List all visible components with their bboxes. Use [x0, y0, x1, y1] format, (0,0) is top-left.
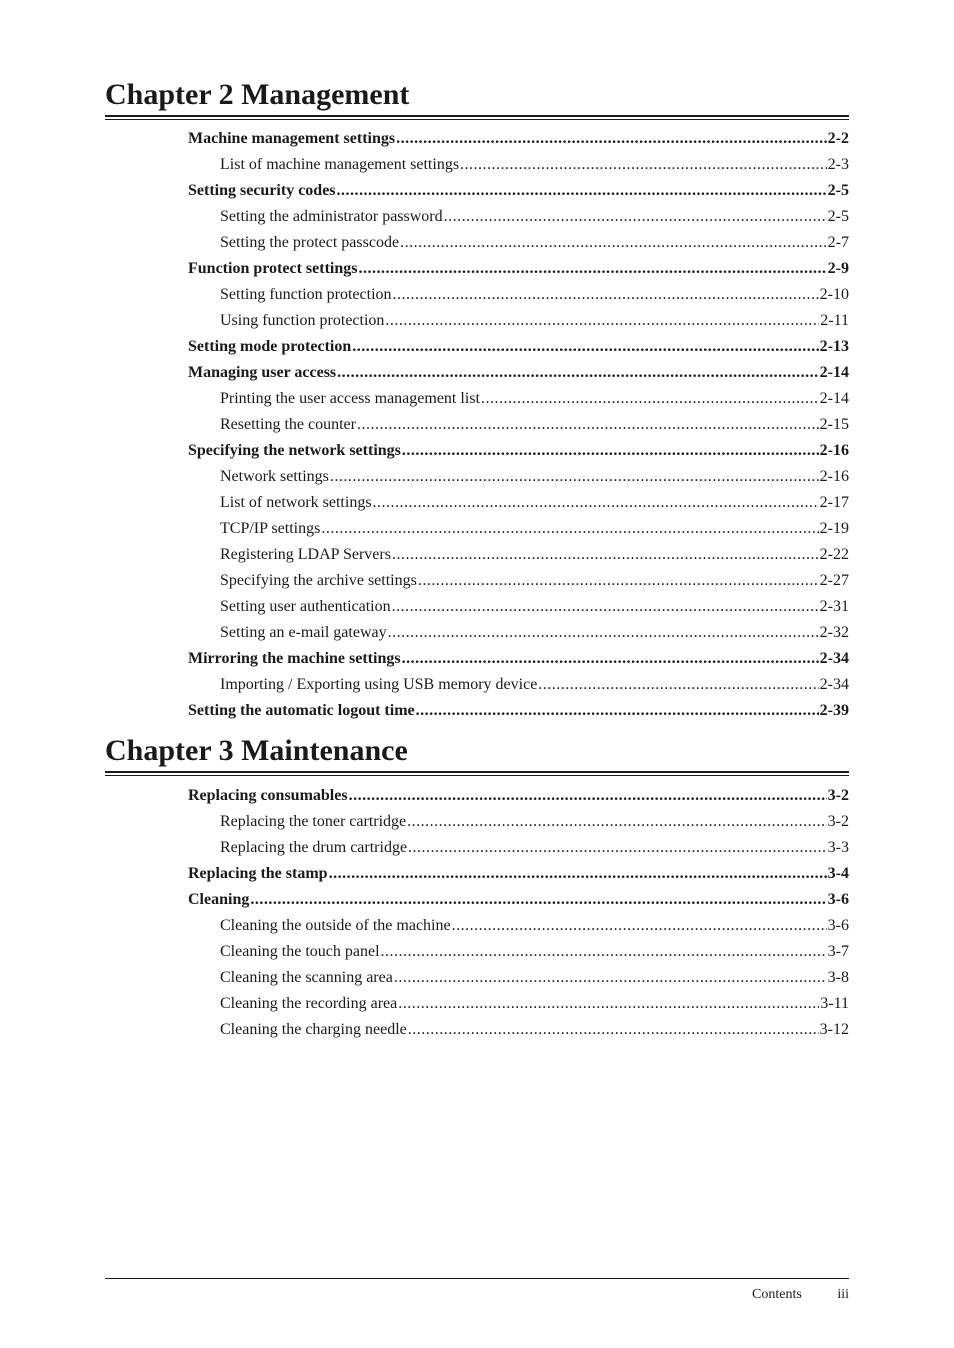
toc-entry-title: Printing the user access management list [220, 390, 480, 407]
toc-entry-page: 3-2 [827, 813, 849, 830]
toc-subsection-entry[interactable] [188, 464, 849, 490]
chapter-rule-thin [105, 119, 849, 120]
toc-entry-page: 2-32 [819, 624, 849, 641]
toc-entry-title: Setting an e-mail gateway [220, 624, 387, 641]
toc-entry-page: 2-15 [819, 416, 849, 433]
chapter-3-heading [105, 733, 849, 776]
chapter-rule-thin [105, 775, 849, 776]
toc-section-entry[interactable] [188, 646, 849, 672]
toc-entry-page: 3-6 [827, 891, 849, 908]
footer-rule [105, 1278, 849, 1279]
toc-section-entry[interactable] [188, 438, 849, 464]
footer-section-label: Contents [752, 1287, 802, 1302]
toc-subsection-entry[interactable] [188, 594, 849, 620]
toc-entry-title: Setting the automatic logout time [188, 702, 415, 719]
toc-dot-leader [392, 542, 819, 568]
toc-entry-title: Setting security codes [188, 182, 336, 199]
toc-dot-leader [349, 783, 827, 809]
toc-dot-leader [357, 412, 819, 438]
toc-entry-page: 3-11 [820, 995, 849, 1012]
toc-entry-title: Mirroring the machine settings [188, 650, 401, 667]
toc-entry-page: 2-13 [819, 338, 849, 355]
toc-subsection-entry[interactable] [188, 516, 849, 542]
toc-subsection-entry[interactable] [188, 308, 849, 334]
toc-entry-title: Setting mode protection [188, 338, 352, 355]
toc-entry-title: Using function protection [220, 312, 385, 329]
toc-entry-title: Cleaning the touch panel [220, 943, 380, 960]
page-footer [105, 1286, 849, 1304]
toc-subsection-entry[interactable] [188, 152, 849, 178]
toc-subsection-entry[interactable] [188, 939, 849, 965]
toc-section-entry[interactable] [188, 887, 849, 913]
toc-dot-leader [392, 594, 819, 620]
toc-entry-title: Resetting the counter [220, 416, 356, 433]
toc-entry-page: 2-3 [827, 156, 849, 173]
toc-dot-leader [352, 334, 818, 360]
toc-dot-leader [394, 965, 827, 991]
toc-entry-page: 2-16 [819, 468, 849, 485]
toc-entry-page: 2-19 [819, 520, 849, 537]
toc-dot-leader [407, 809, 827, 835]
toc-dot-leader [408, 1017, 819, 1043]
toc-entry-page: 3-6 [827, 917, 849, 934]
toc-subsection-entry[interactable] [188, 809, 849, 835]
toc-section-entry[interactable] [188, 178, 849, 204]
toc-entry-page: 2-22 [819, 546, 849, 563]
toc-section-entry[interactable] [188, 698, 849, 724]
toc-entry-title: Setting the administrator password [220, 208, 443, 225]
toc-entry-title: Setting function protection [220, 286, 392, 303]
toc-entry-title: List of network settings [220, 494, 372, 511]
toc-entry-page: 2-11 [820, 312, 849, 329]
toc-dot-leader [398, 991, 819, 1017]
toc-subsection-entry[interactable] [188, 204, 849, 230]
toc-dot-leader [418, 568, 819, 594]
toc-entry-title: Specifying the network settings [188, 442, 401, 459]
toc-section-entry[interactable] [188, 783, 849, 809]
toc-entry-title: Replacing the stamp [188, 865, 328, 882]
toc-entry-page: 2-16 [819, 442, 849, 459]
toc-dot-leader [402, 646, 819, 672]
toc-subsection-entry[interactable] [188, 568, 849, 594]
toc-dot-leader [250, 887, 826, 913]
toc-entry-title: Replacing consumables [188, 787, 348, 804]
toc-entry-page: 2-14 [819, 364, 849, 381]
toc-entry-title: Cleaning [188, 891, 250, 908]
toc-entry-title: Network settings [220, 468, 329, 485]
toc-dot-leader [337, 360, 819, 386]
chapter-title: Chapter 3 Maintenance [105, 734, 408, 767]
toc-dot-leader [452, 913, 827, 939]
toc-entry-page: 2-7 [827, 234, 849, 251]
toc-entry-page: 3-7 [827, 943, 849, 960]
toc-entry-title: Replacing the drum cartridge [220, 839, 408, 856]
toc-list-chapter-3 [188, 783, 849, 1043]
chapter-rule-thick [105, 771, 849, 773]
toc-entry-page: 2-10 [819, 286, 849, 303]
chapter-rule-thick [105, 115, 849, 117]
toc-dot-leader [388, 620, 819, 646]
toc-subsection-entry[interactable] [188, 965, 849, 991]
toc-dot-leader [416, 698, 819, 724]
toc-entry-title: Setting the protect passcode [220, 234, 400, 251]
toc-section-entry[interactable] [188, 256, 849, 282]
toc-entry-page: 2-31 [819, 598, 849, 615]
toc-dot-leader [481, 386, 819, 412]
toc-dot-leader [408, 835, 827, 861]
toc-subsection-entry[interactable] [188, 386, 849, 412]
toc-entry-title: Function protect settings [188, 260, 358, 277]
toc-section-entry[interactable] [188, 861, 849, 887]
toc-entry-page: 2-34 [819, 650, 849, 667]
toc-dot-leader [358, 256, 826, 282]
toc-entry-title: Cleaning the outside of the machine [220, 917, 451, 934]
toc-dot-leader [337, 178, 827, 204]
toc-entry-title: Importing / Exporting using USB memory device [220, 676, 538, 693]
footer-page-number: iii [837, 1287, 849, 1302]
toc-entry-title: List of machine management settings [220, 156, 460, 173]
toc-entry-title: Specifying the archive settings [220, 572, 417, 589]
toc-entry-title: Cleaning the scanning area [220, 969, 393, 986]
toc-entry-title: Replacing the toner cartridge [220, 813, 407, 830]
toc-section-entry[interactable] [188, 334, 849, 360]
chapter-title: Chapter 2 Management [105, 78, 410, 111]
toc-dot-leader [400, 230, 827, 256]
toc-subsection-entry[interactable] [188, 282, 849, 308]
toc-entry-page: 2-2 [827, 130, 849, 147]
toc-entry-title: Cleaning the charging needle [220, 1021, 407, 1038]
chapter-2-heading [105, 77, 849, 120]
toc-entry-page: 2-14 [819, 390, 849, 407]
toc-entry-page: 3-12 [819, 1021, 849, 1038]
toc-entry-title: Setting user authentication [220, 598, 391, 615]
toc-dot-leader [330, 464, 819, 490]
toc-entry-page: 3-4 [827, 865, 849, 882]
toc-subsection-entry[interactable] [188, 991, 849, 1017]
toc-entry-page: 3-3 [827, 839, 849, 856]
toc-entry-title: Managing user access [188, 364, 337, 381]
toc-subsection-entry[interactable] [188, 1017, 849, 1043]
toc-dot-leader [381, 939, 827, 965]
toc-subsection-entry[interactable] [188, 230, 849, 256]
toc-dot-leader [444, 204, 827, 230]
toc-subsection-entry[interactable] [188, 490, 849, 516]
toc-section-entry[interactable] [188, 126, 849, 152]
toc-entry-title: Machine management settings [188, 130, 396, 147]
toc-entry-title: Registering LDAP Servers [220, 546, 391, 563]
toc-entry-page: 2-5 [827, 182, 849, 199]
toc-dot-leader [402, 438, 819, 464]
toc-entry-page: 2-17 [819, 494, 849, 511]
toc-subsection-entry[interactable] [188, 620, 849, 646]
toc-entry-page: 2-27 [819, 572, 849, 589]
toc-subsection-entry[interactable] [188, 913, 849, 939]
toc-subsection-entry[interactable] [188, 672, 849, 698]
toc-entry-page: 3-2 [827, 787, 849, 804]
toc-entry-page: 3-8 [827, 969, 849, 986]
toc-section-entry[interactable] [188, 360, 849, 386]
toc-entry-page: 2-34 [819, 676, 849, 693]
toc-dot-leader [373, 490, 819, 516]
toc-entry-page: 2-39 [819, 702, 849, 719]
toc-subsection-entry[interactable] [188, 542, 849, 568]
toc-list-chapter-2 [188, 126, 849, 724]
toc-subsection-entry[interactable] [188, 835, 849, 861]
toc-dot-leader [329, 861, 827, 887]
toc-entry-page: 2-9 [827, 260, 849, 277]
toc-dot-leader [396, 126, 827, 152]
toc-entry-title: TCP/IP settings [220, 520, 321, 537]
toc-dot-leader [538, 672, 818, 698]
toc-dot-leader [321, 516, 818, 542]
toc-dot-leader [393, 282, 819, 308]
toc-entry-title: Cleaning the recording area [220, 995, 398, 1012]
toc-entry-page: 2-5 [827, 208, 849, 225]
toc-dot-leader [460, 152, 827, 178]
toc-dot-leader [385, 308, 819, 334]
toc-subsection-entry[interactable] [188, 412, 849, 438]
